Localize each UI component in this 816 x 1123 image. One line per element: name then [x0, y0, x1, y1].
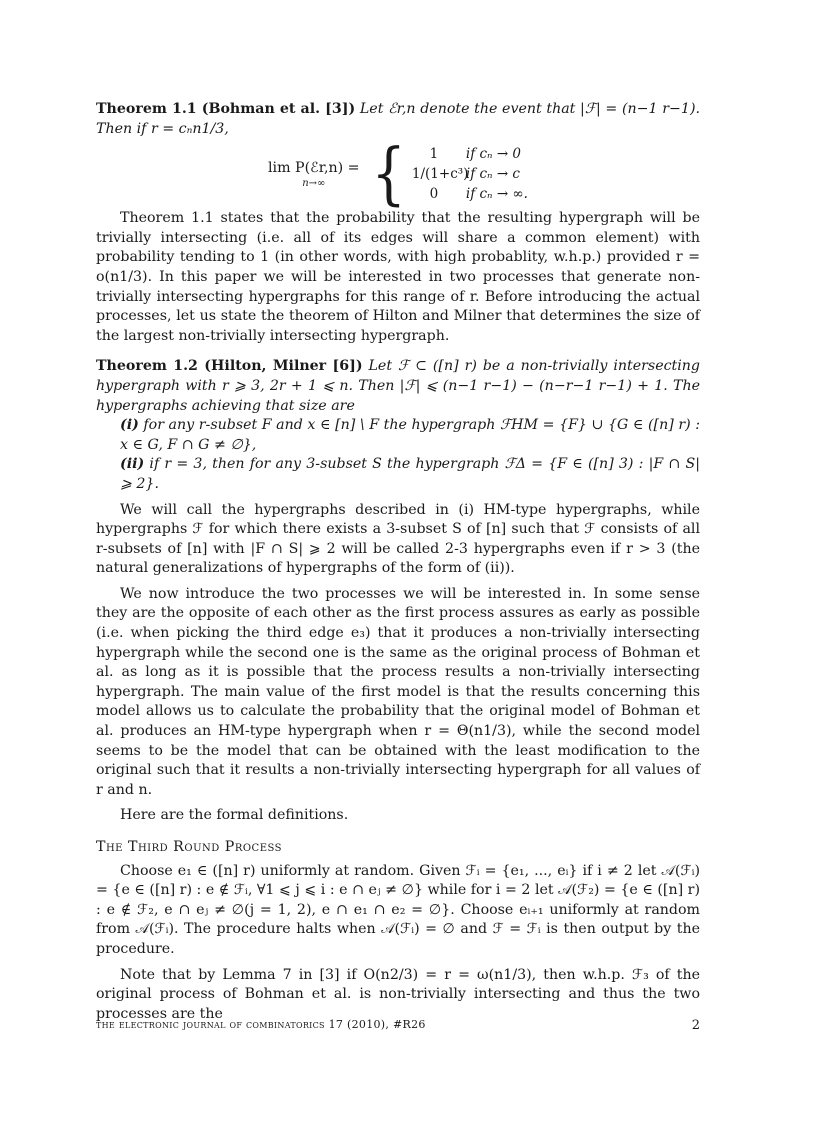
case-condition: if cₙ → ∞. [465, 186, 528, 203]
case-condition: if cₙ → 0 [465, 146, 522, 163]
item-ii-label: (ii) [120, 456, 145, 473]
limit-display [96, 134, 700, 213]
theorem-1-1-statement: Let ℰr,n denote the event that |ℱ| = (n−1 r−1). Then if r = cₙn1/3, [96, 101, 701, 137]
case-value: 0 [429, 186, 439, 203]
item-ii-text: if r = 3, then for any 3-subset S the hypergraph ℱΔ = {F ∈ ([n] 3) : |F ∩ S| ⩾ 2}. [120, 456, 700, 492]
theorem-1-2-item-ii [96, 455, 700, 494]
theorem-1-2-head: Theorem 1.2 (Hilton, Milner [6]) [96, 358, 363, 375]
limit-subscript: n→∞ [302, 177, 326, 189]
page-footer [96, 1018, 700, 1033]
limit-expression: lim P(ℰr,n) = [268, 160, 360, 177]
paragraph-third-round-process: Choose e₁ ∈ ([n] r) uniformly at random. Given ℱᵢ = {e₁, ..., eᵢ} if i ≠ 2 let 𝒜(ℱᵢ) = {e ∈ ([n] r) : e ∉ ℱᵢ, ∀1 ⩽ j ⩽ i : e ∩ eⱼ ≠ ∅} while for i = 2 let 𝒜(ℱ₂) = {e ∈ ([n] r) : e ∉ ℱ₂, e ∩ eⱼ ≠ ∅(j = 1, 2), e ∩ e₁ ∩ e₂ = ∅}. Choose eᵢ₊₁ uniformly at random from 𝒜(ℱᵢ). The procedure halts when 𝒜(ℱᵢ) = ∅ and ℱ = ℱᵢ is then output by the procedure. [96, 862, 700, 957]
theorem-1-2-statement: Let ℱ ⊂ ([n] r) be a non-trivially intersecting hypergraph with r ⩾ 3, 2r + 1 ⩽ n. Then |ℱ| ⩽ (n−1 r−1) − (n−r−1 r−1) + 1. The hypergraphs achieving that size are [96, 358, 700, 414]
page-number: 2 [691, 1018, 700, 1033]
case-condition: if cₙ → c [465, 166, 520, 183]
limit-lhs [268, 159, 360, 189]
theorem-1-2 [96, 357, 700, 416]
cases-table [412, 145, 528, 203]
paragraph-hypergraph-types: We will call the hypergraphs described in (i) HM-type hypergraphs, while hypergraphs ℱ for which there exists a 3-subset S of [n] such that ℱ consists of all r-subsets of [n] with |F ∩ S| ⩾ 2 will be called 2-3 hypergraphs even if r > 3 (the natural generalizations of hypergraphs of the form of (ii)). [96, 501, 700, 577]
journal-citation: the electronic journal of combinatorics 17 (2010), #R26 [96, 1018, 426, 1031]
theorem-1-2-item-i [96, 416, 700, 455]
section-title: The Third Round Process [96, 839, 283, 855]
paragraph-processes-intro: We now introduce the two processes we will be interested in. In some sense they are the opposite of each other as the first process assures as early as possible (i.e. when picking the third edge e₃) that it produces a non-trivially intersecting hypergraph while the second one is the same as the original process of Bohman et al. as long as it is possible that the process results a non-trivially intersecting hypergraph. The main value of the first model is that the results concerning this model allows us to calculate the probability that the original model of Bohman et al. produces an HM-type hypergraph when r = Θ(n1/3), while the second model seems to be the model that can be obtained with the least modification to the original such that it results a non-trivially intersecting hypergraph for all values of r and n. [96, 585, 700, 798]
case-value: 1/(1+c³) [411, 166, 469, 183]
paragraph-lemma-note: Note that by Lemma 7 in [3] if O(n2/3) = r = ω(n1/3), then w.h.p. ℱ₃ of the original process of Bohman et al. is non-trivially intersecting and thus the two processes are the [96, 966, 700, 1022]
item-i-label: (i) [120, 417, 139, 434]
cases-brace: { [371, 134, 406, 213]
paragraph-formal-definitions: Here are the formal definitions. [120, 807, 349, 824]
paper-page [96, 100, 700, 1024]
case-value: 1 [429, 146, 439, 163]
item-i-text: for any r-subset F and x ∈ [n] \ F the hypergraph ℱHM = {F} ∪ {G ∈ ([n] r) : x ∈ G, F ∩ G ≠ ∅}, [120, 417, 700, 453]
theorem-1-1-head: Theorem 1.1 (Bohman et al. [3]) [96, 101, 356, 117]
paragraph-theorem-discussion: Theorem 1.1 states that the probability that the resulting hypergraph will be trivially intersecting (i.e. all of its edges will share a common element) with probability tending to 1 (in other words, with high probablity, w.h.p.) provided r = o(n1/3). In this paper we will be interested in two processes that generate non-trivially intersecting hypergraphs for this range of r. Before introducing the actual processes, let us state the theorem of Hilton and Milner that determines the size of the largest non-trivially intersecting hypergraph. [96, 210, 700, 344]
